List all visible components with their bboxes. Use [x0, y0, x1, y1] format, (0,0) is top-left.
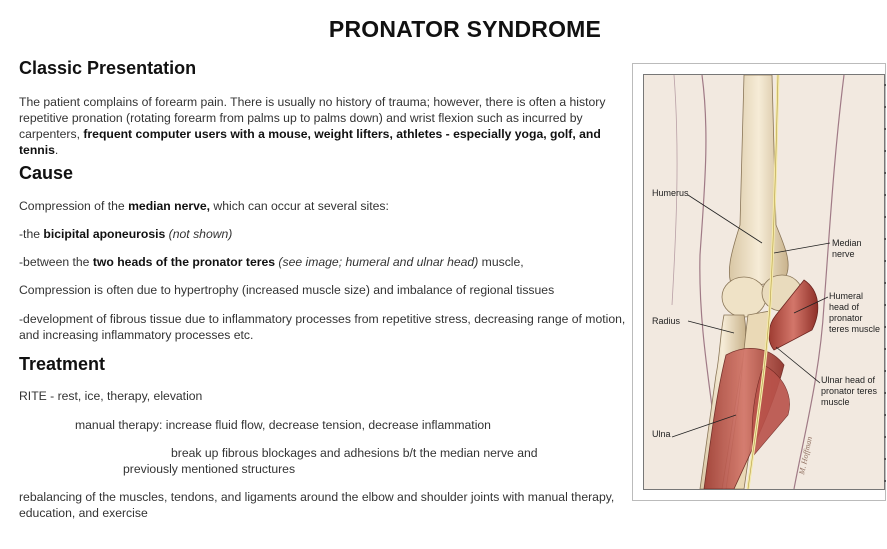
label-humerus: Humerus	[652, 188, 689, 198]
classic-text: The patient complains of forearm pain. There is usually no history of trauma; however, there is often a history repetitive pronation (rotating forearm from palms up to palms down) and wrist flexion such as incurred by carpenters,	[19, 95, 606, 141]
cause-p1-bold: median nerve,	[128, 199, 211, 213]
cause-paragraph-4: Compression is often due to hypertrophy (increased muscle size) and imbalance of regional tissues	[19, 283, 555, 297]
cause-p2-text: -the	[19, 227, 44, 241]
section-heading-classic: Classic Presentation	[19, 58, 197, 78]
treatment-line-2: manual therapy: increase fluid flow, decrease tension, decrease inflammation	[75, 418, 491, 432]
label-radius: Radius	[652, 316, 681, 326]
label-humeral-4: teres muscle	[829, 324, 881, 334]
cause-p3-text: -between the	[19, 255, 93, 269]
anatomy-figure	[632, 63, 886, 501]
treatment-line-1: RITE - rest, ice, therapy, elevation	[19, 389, 203, 403]
label-humeral-1: Humeral	[829, 291, 864, 301]
article-body	[19, 58, 629, 521]
label-ulnar-3: muscle	[821, 397, 850, 407]
cause-paragraph-2	[19, 226, 629, 242]
classic-end: .	[54, 143, 59, 157]
label-ulnar-1: Ulnar head of	[821, 375, 876, 385]
cause-p1-text: Compression of the	[19, 199, 129, 213]
cause-p2-bold: bicipital aponeurosis	[43, 227, 166, 241]
cause-paragraph-1	[19, 198, 629, 214]
cause-p3-end: muscle,	[478, 255, 524, 269]
page-title: PRONATOR SYNDROME	[328, 16, 602, 42]
section-heading-cause: Cause	[19, 163, 74, 183]
elbow-anatomy-drawing	[644, 75, 884, 489]
cause-p3-italic: (see image; humeral and ulnar head)	[275, 255, 479, 269]
treatment-line-4: rebalancing of the muscles, tendons, and ligaments around the elbow and shoulder joints with manual therapy, education, and exercise	[19, 490, 615, 520]
classic-paragraph	[19, 94, 629, 158]
label-humeral-2: head of	[829, 302, 860, 312]
scrollbar-edge[interactable]	[883, 66, 887, 496]
label-ulna: Ulna	[652, 429, 671, 439]
cause-paragraph-3	[19, 254, 629, 270]
treatment-line-3: break up fibrous blockages and adhesions b/t the median nerve and previously mentioned structures	[123, 446, 538, 476]
classic-bold: frequent computer users with a mouse, weight lifters, athletes - especially yoga, golf, and tennis	[19, 127, 601, 157]
elbow-illustration	[643, 74, 885, 490]
cause-p2-italic: (not shown)	[165, 227, 233, 241]
cause-paragraph-5: -development of fibrous tissue due to inflammatory processes from repetitive stress, decreasing range of motion, and increasing inflammatory processes etc.	[19, 312, 626, 342]
cause-p3-bold: two heads of the pronator teres	[92, 255, 276, 269]
svg-text:M. Hoffman: M. Hoffman	[797, 435, 814, 476]
label-humeral-3: pronator	[829, 313, 863, 323]
label-median-2: nerve	[832, 249, 855, 259]
cause-p1-end: which can occur at several sites:	[210, 199, 389, 213]
label-median-1: Median	[832, 238, 862, 248]
section-heading-treatment: Treatment	[19, 354, 106, 374]
label-ulnar-2: pronator teres	[821, 386, 878, 396]
